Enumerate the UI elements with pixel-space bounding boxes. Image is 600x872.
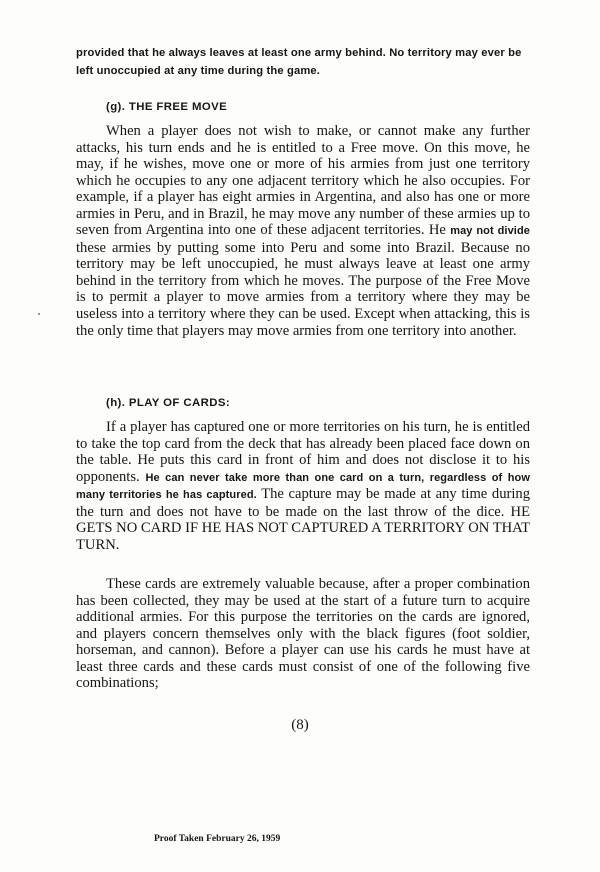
cards-text-b: The capture may be made at any time during the turn and does not have to be made on the last throw of the dice. [76, 486, 530, 520]
page-number: (8) [291, 717, 309, 733]
free-move-emphasis: may not divide [450, 225, 530, 238]
section-heading-play-of-cards: (h). PLAY OF CARDS: [106, 397, 231, 409]
cards-caps-text: HE GETS NO CARD IF HE HAS NOT CAPTURED A TERRITORY ON THAT TURN. [76, 503, 530, 553]
intro-text: provided that he always leaves at least one army behind. No territory may ever be left unoccupied at any time during the game. [76, 47, 522, 77]
play-of-cards-paragraph [76, 419, 530, 553]
cards-value-paragraph: These cards are extremely valuable because, after a proper combination has been collected, they may be used at the start of a future turn to acquire additional armies. For this purpose the territories on the cards are ignored, and players concern themselves only with the black figures (foot soldier, horseman, and cannon). Before a player can use his cards he must have at least three cards and these cards must consist of one of the following five combinations; [76, 576, 530, 692]
cards-text-a: If a player has captured one or more territories on his turn, he is entitled to take the top card from the deck that has already been placed face down on the table. He puts this card in front of him and does not disclose it to his opponents. [76, 419, 530, 485]
free-move-text-a: When a player does not wish to make, or cannot make any further attacks, his turn ends and he is entitled to a Free move. On this move, he may, if he wishes, move one or more of his armies from just one territory which he occupies to any one adjacent territory which he also occupies. For example, if a player has eight armies in Argentina, and also has one or more armies in Peru, and in Brazil, he may move any number of these armies up to seven from Argentina into one of these adjacent territories. He [76, 123, 530, 239]
proof-note: Proof Taken February 26, 1959 [154, 834, 281, 844]
section-heading-free-move: (g). THE FREE MOVE [106, 101, 228, 113]
free-move-text-b: these armies by putting some into Peru and some into Brazil. Because no territory may be left unoccupied, he must always leave at least one army behind in the territory from which he moves. The purpose of the Free Move is to permit a player to move armies from a territory where they may be useless into a territory where they can be used. Except when attacking, this is the only time that players may move armies from one territory into another. [76, 239, 530, 339]
cards-emphasis: He can never take more than one card on a turn, regardless of how many territories he has captured. [76, 471, 530, 502]
free-move-paragraph [76, 123, 530, 339]
stray-mark [38, 313, 40, 315]
